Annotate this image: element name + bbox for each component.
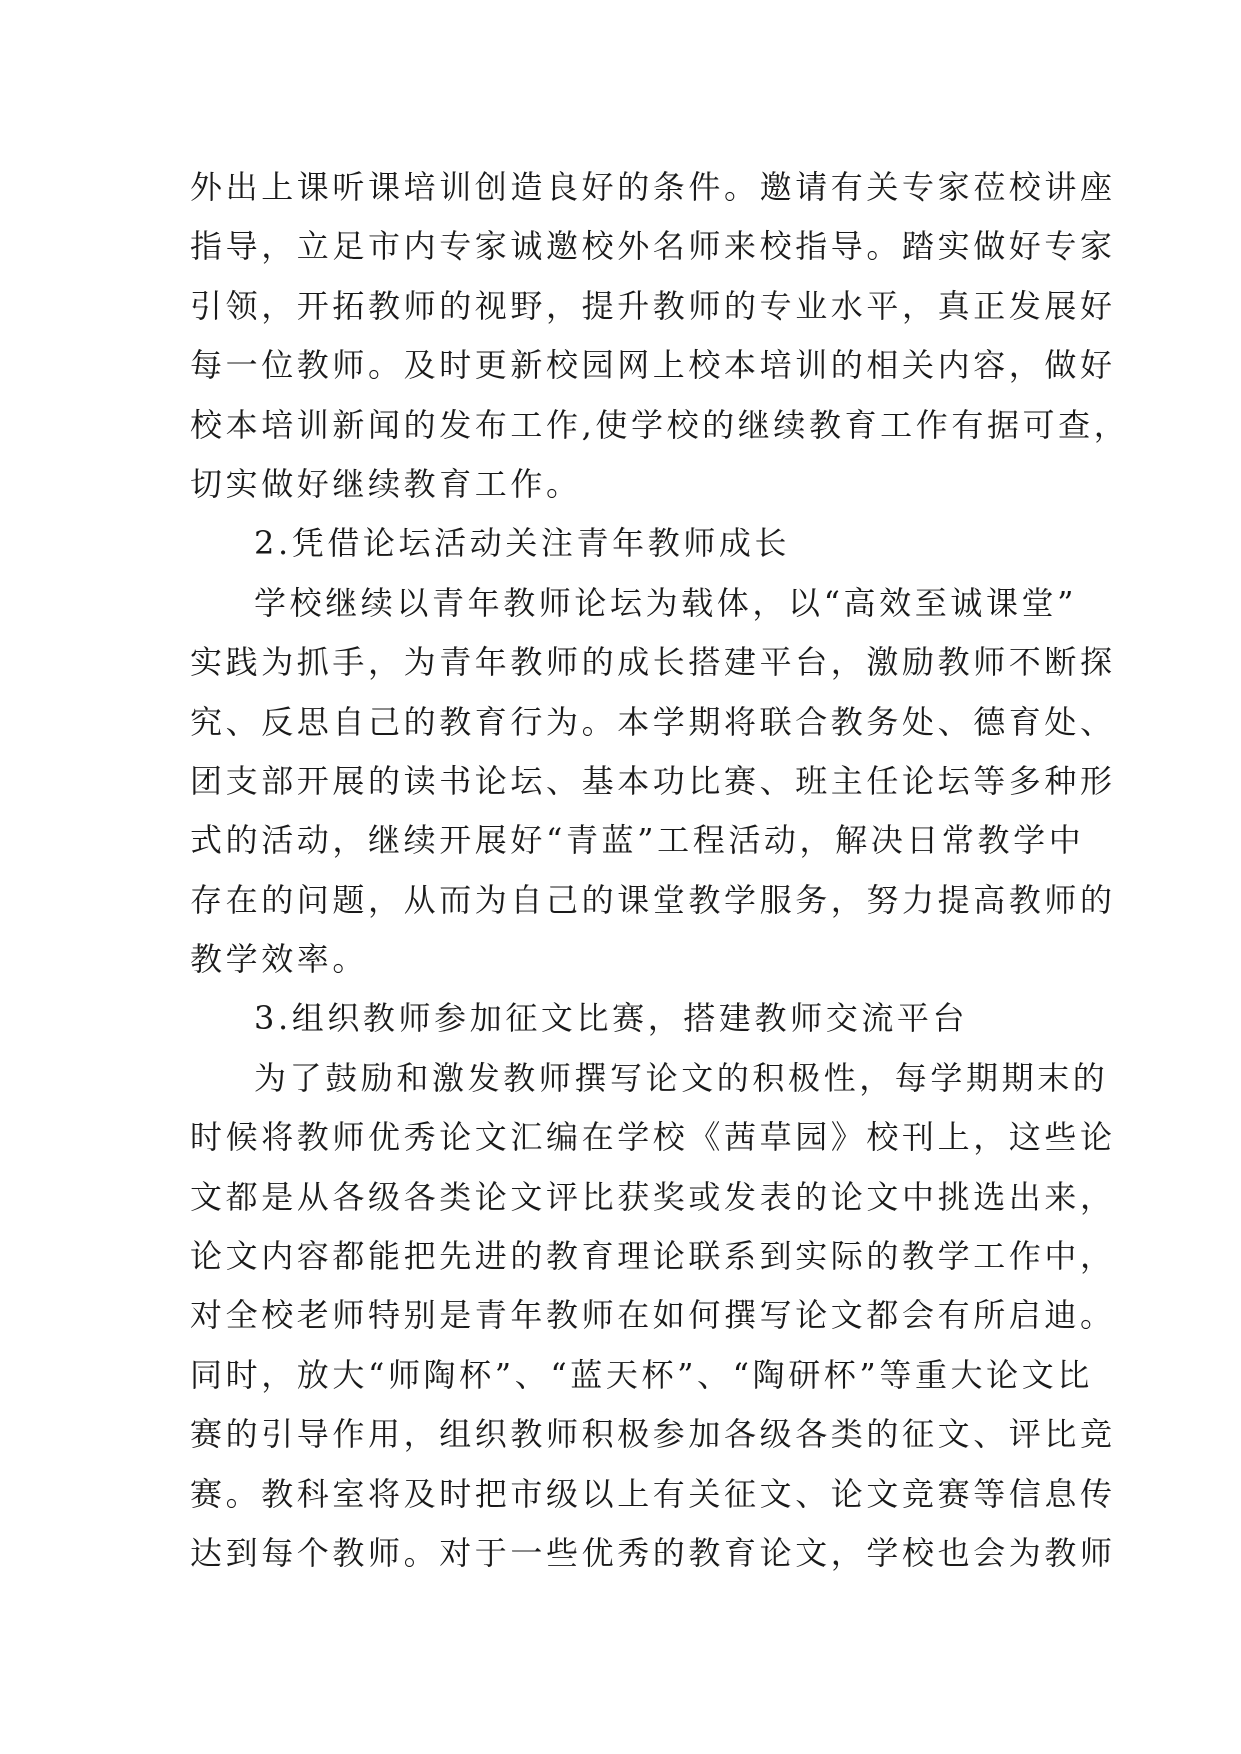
paragraph-first-line: 为了鼓励和激发教师撰写论文的积极性，每学期期末的: [254, 1058, 1109, 1097]
text-line: 校本培训新闻的发布工作,使学校的继续教育工作有据可查，: [190, 405, 1130, 444]
text-line: 存在的问题，从而为自己的课堂教学服务，努力提高教师的: [190, 880, 1116, 919]
text-line: 外出上课听课培训创造良好的条件。邀请有关专家莅校讲座: [190, 168, 1116, 206]
text-line: 对全校老师特别是青年教师在如何撰写论文都会有所启迪。: [190, 1296, 1116, 1335]
text-line: 同时，放大“师陶杯”、“蓝天杯”、“陶研杯”等重大论文比: [190, 1355, 1093, 1394]
text-line: 团支部开展的读书论坛、基本功比赛、班主任论坛等多种形: [190, 761, 1116, 800]
text-line: 引领，开拓教师的视野，提升教师的专业水平，真正发展好: [190, 286, 1116, 325]
text-line: 文都是从各级各类论文评比获奖或发表的论文中挑选出来，: [190, 1177, 1116, 1216]
text-line: 实践为抓手，为青年教师的成长搭建平台，激励教师不断探: [190, 643, 1116, 682]
text-line: 时候将教师优秀论文汇编在学校《茜草园》校刊上，这些论: [190, 1118, 1116, 1157]
text-line: 赛的引导作用，组织教师积极参加各级各类的征文、评比竞: [190, 1415, 1116, 1454]
text-line: 每一位教师。及时更新校园网上校本培训的相关内容，做好: [190, 346, 1116, 385]
text-line: 论文内容都能把先进的教育理论联系到实际的教学工作中，: [190, 1237, 1116, 1276]
paragraph-first-line: 学校继续以青年教师论坛为载体，以“高效至诚课堂”: [254, 583, 1078, 622]
section-heading: 3.组织教师参加征文比赛，搭建教师交流平台: [254, 999, 969, 1038]
text-line: 达到每个教师。对于一些优秀的教育论文，学校也会为教师: [190, 1533, 1116, 1572]
text-line: 式的活动，继续开展好“青蓝”工程活动，解决日常教学中: [190, 821, 1085, 860]
document-body: [190, 158, 1130, 1583]
section-heading: 2.凭借论坛活动关注青年教师成长: [254, 524, 791, 563]
text-line: 究、反思自己的教育行为。本学期将联合教务处、德育处、: [190, 702, 1116, 741]
text-line: 赛。教科室将及时把市级以上有关征文、论文竞赛等信息传: [190, 1474, 1116, 1513]
text-line: 教学效率。: [190, 940, 369, 979]
text-line: 切实做好继续教育工作。: [190, 464, 582, 503]
text-line: 指导，立足市内专家诚邀校外名师来校指导。踏实做好专家: [190, 227, 1116, 266]
